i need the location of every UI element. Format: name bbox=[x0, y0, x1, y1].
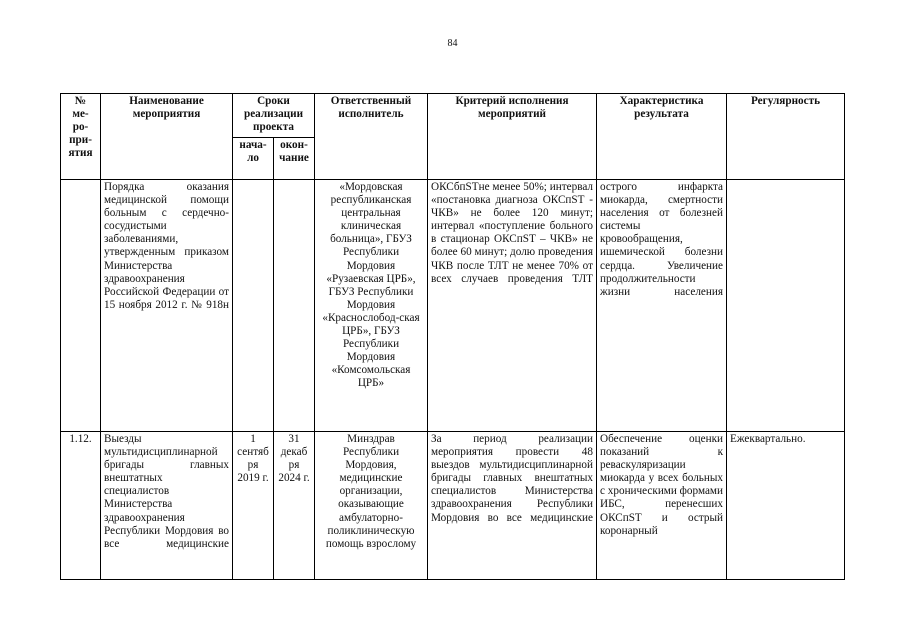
row-result: острого инфаркта миокарда, смертности населения от болезней системы кровообращения, ишемической болезни сердца. Увеличение продолжительности жизни населения bbox=[597, 180, 727, 432]
row-end: 31 декаб ря 2024 г. bbox=[274, 432, 315, 580]
row-executor: «Мордовская республиканская центральная клиническая больница», ГБУЗ Республики Мордовия «Рузаевская ЦРБ», ГБУЗ Республики Мордовия «Краснослобод-ская ЦРБ», ГБУЗ Республики Мордовия «Комсомольская ЦРБ» bbox=[315, 180, 428, 432]
row-criterion: ОКСбпSTне менее 50%; интервал «постановка диагноза ОКСпST - ЧКВ» не более 120 минут; интервал «поступление больного в стационар ОКСпST – ЧКВ» не более 60 минут; долю проведения ЧКВ после ТЛТ не менее 70% от всех случаев проведения ТЛТ bbox=[428, 180, 597, 432]
header-end: окон- чание bbox=[274, 138, 315, 180]
header-terms: Сроки реализации проекта bbox=[233, 94, 315, 138]
table-row bbox=[61, 432, 845, 580]
row-result: Обеспечение оценки показаний к реваскуляризации миокарда у всех больных с хроническими формами ИБС, перенесших ОКСпST и острый коронарный bbox=[597, 432, 727, 580]
row-regularity bbox=[727, 180, 845, 432]
row-executor: Минздрав Республики Мордовия, медицинские организации, оказывающие амбулаторно-поликлиническую помощь взрослому bbox=[315, 432, 428, 580]
activity-table bbox=[60, 93, 845, 580]
row-start bbox=[233, 180, 274, 432]
row-regularity: Ежеквартально. bbox=[727, 432, 845, 580]
row-criterion: За период реализации мероприятия провести 48 выездов мультидисциплинарной бригады главных внештатных специалистов Министерства здравоохранения Республики Мордовия во все медицинские bbox=[428, 432, 597, 580]
row-name: Выезды мультидисциплинарной бригады главных внештатных специалистов Министерства здравоохранения Республики Мордовия во все медицинские bbox=[101, 432, 233, 580]
header-number: № ме- ро- при- ятия bbox=[61, 94, 101, 180]
table-row bbox=[61, 180, 845, 432]
row-number: 1.12. bbox=[61, 432, 101, 580]
row-name: Порядка оказания медицинской помощи больным с сердечно-сосудистыми заболеваниями, утвержденным приказом Министерства здравоохранения Российской Федерации от 15 ноября 2012 г. № 918н bbox=[101, 180, 233, 432]
header-executor: Ответственный исполнитель bbox=[315, 94, 428, 180]
row-end bbox=[274, 180, 315, 432]
header-start: нача- ло bbox=[233, 138, 274, 180]
header-criterion: Критерий исполнения мероприятий bbox=[428, 94, 597, 180]
page-number: 84 bbox=[447, 38, 458, 49]
header-name: Наименование мероприятия bbox=[101, 94, 233, 180]
row-start: 1 сентяб ря 2019 г. bbox=[233, 432, 274, 580]
header-result: Характеристика результата bbox=[597, 94, 727, 180]
header-regularity: Регулярность bbox=[727, 94, 845, 180]
table-header bbox=[61, 94, 845, 180]
row-number bbox=[61, 180, 101, 432]
